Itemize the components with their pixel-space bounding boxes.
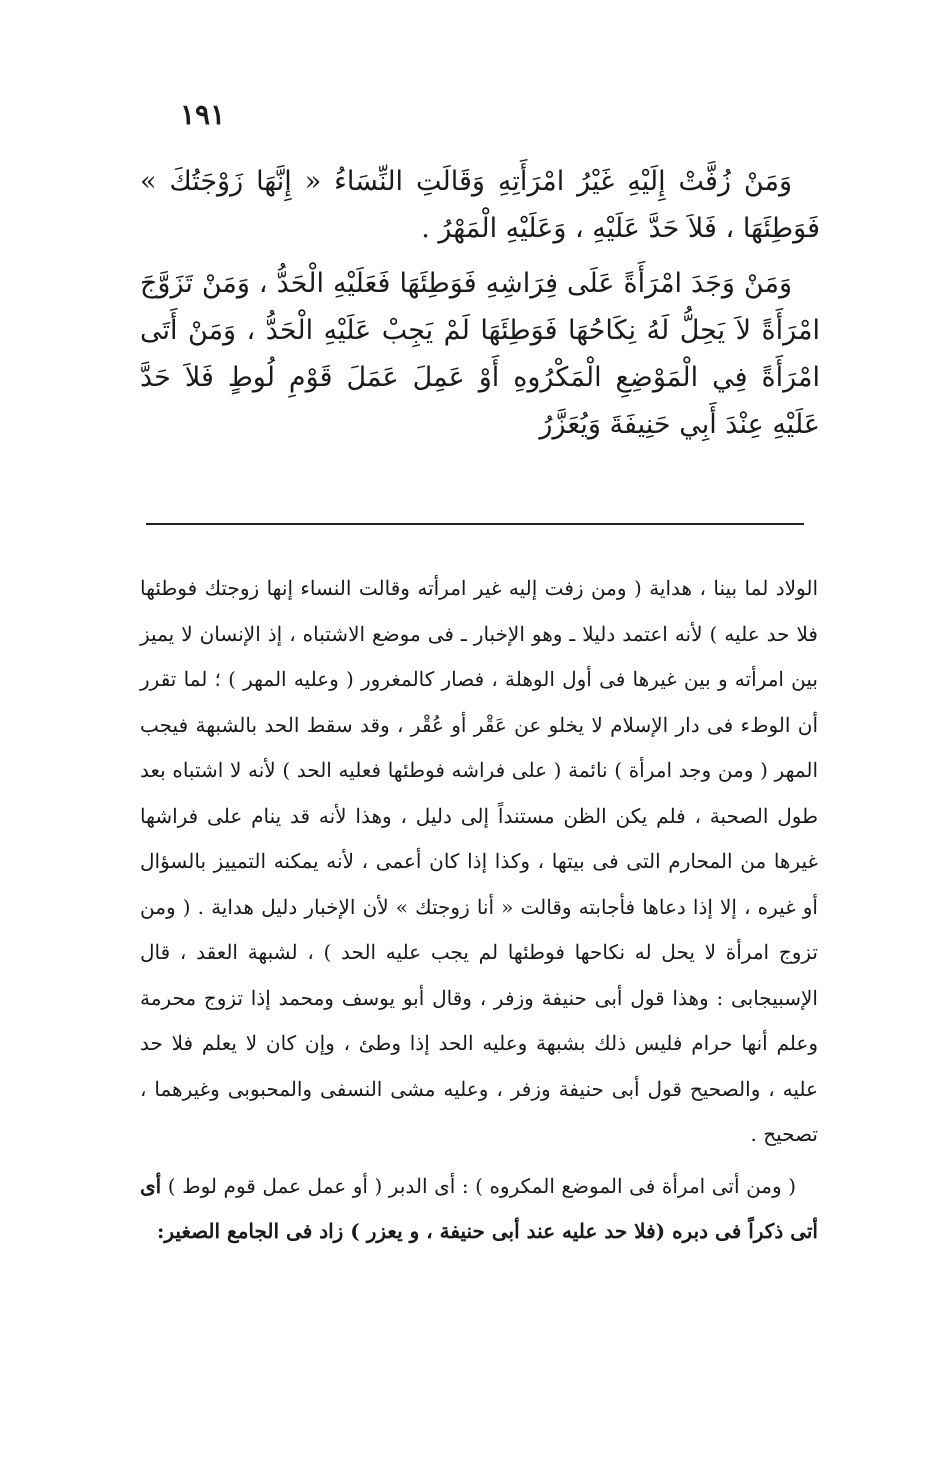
commentary-paragraph-lead: ( ومن أتى امرأة فى الموضع المكروه ) : أى الدبر ( أو عمل عمل قوم لوط ) bbox=[167, 1173, 797, 1198]
commentary-paragraph-bold: أى أتى ذكراً فى دبره (فلا حد عليه عند أبى حنيفة ، و يعزر ) زاد فى الجامع الصغير: bbox=[140, 1173, 818, 1243]
page-number: ١٩١ bbox=[180, 98, 226, 131]
main-text-paragraph: وَمَنْ زُفَّتْ إِلَيْهِ غَيْرُ امْرَأَتِهِ وَقَالَتِ النِّسَاءُ « إِنَّهَا زَوْجَتُكَ » فَوَطِئَهَا ، فَلاَ حَدَّ عَلَيْهِ ، وَعَلَيْهِ الْمَهْرُ . bbox=[140, 166, 820, 244]
commentary-text bbox=[140, 566, 818, 1261]
commentary-paragraph bbox=[140, 1164, 818, 1255]
commentary-paragraph: الولاد لما بينا ، هداية ( ومن زفت إليه غير امرأته وقالت النساء إنها زوجتك فوطئها فلا حد عليه ) لأنه اعتمد دليلا ـ وهو الإخبار ـ فى موضع الاشتباه ، إذ الإنسان لا يميز بين امرأته و بين غيرها فى أول الوهلة ، فصار كالمغرور ( وعليه المهر ) ؛ لما تقرر أن الوطء فى دار الإسلام لا يخلو عن عَقْر أو عُقْر ، وقد سقط الحد بالشبهة فيجب المهر ( ومن وجد امرأة ) نائمة ( على فراشه فوطئها فعليه الحد ) لأنه لا اشتباه بعد طول الصحبة ، فلم يكن الظن مستنداً إلى دليل ، وهذا لأنه قد ينام على فراشها غيرها من المحارم التى فى بيتها ، وكذا إذا كان أعمى ، لأنه يمكنه التمييز بالسؤال أو غيره ، إلا إذا دعاها فأجابته وقالت « أنا زوجتك » لأن الإخبار دليل هداية . ( ومن تزوج امرأة لا يحل له نكاحها فوطئها لم يجب عليه الحد ) ، لشبهة العقد ، قال الإسبيجابى : وهذا قول أبى حنيفة وزفر ، وقال أبو يوسف ومحمد إذا تزوج محرمة وعلم أنها حرام فليس ذلك بشبهة وعليه الحد إذا وطئ ، وإن كان لا يعلم فلا حد عليه ، والصحيح قول أبى حنيفة وزفر ، وعليه مشى النسفى والمحبوبى وغيرهما ، تصحيح . bbox=[140, 576, 818, 1146]
separator-rule bbox=[146, 523, 804, 525]
main-text bbox=[140, 158, 820, 456]
main-text-paragraph: وَمَنْ وَجَدَ امْرَأَةً عَلَى فِرَاشِهِ فَوَطِئَهَا فَعَلَيْهِ الْحَدُّ ، وَمَنْ تَزَوَّجَ امْرَأَةً لاَ يَحِلُّ لَهُ نِكَاحُهَا فَوَطِئَهَا لَمْ يَجِبْ عَلَيْهِ الْحَدُّ ، وَمَنْ أَتَى امْرَأَةً فِي الْمَوْضِعِ الْمَكْرُوهِ أَوْ عَمِلَ عَمَلَ قَوْمِ لُوطٍ فَلاَ حَدَّ عَلَيْهِ عِنْدَ أَبِي حَنِيفَةَ وَيُعَزَّرُ bbox=[140, 268, 820, 440]
